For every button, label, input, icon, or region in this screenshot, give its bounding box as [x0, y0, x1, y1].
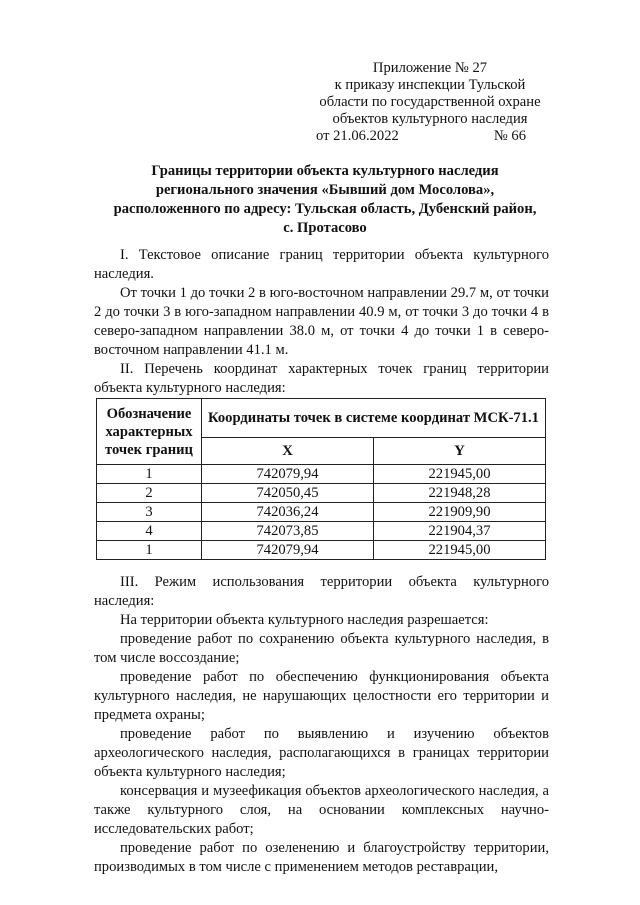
table-row: [97, 541, 546, 560]
title-line: Границы территории объекта культурного наследия: [151, 163, 499, 179]
point-cell: 2: [97, 484, 202, 503]
table-row: [97, 503, 546, 522]
section-3: [94, 573, 549, 877]
coordinates-table: [96, 398, 546, 560]
list-item: проведение работ по обеспечению функционирования объекта культурного наследия, не нарушающих целостности его территории и предмета охраны;: [94, 669, 549, 723]
x-cell: 742050,45: [202, 484, 374, 503]
point-cell: 1: [97, 541, 202, 560]
list-item: проведение работ по выявлению и изучению объектов археологического наследия, располагающихся в границах территории объекта культурного наследия;: [94, 726, 549, 780]
y-cell: 221948,28: [374, 484, 546, 503]
title-line: регионального значения «Бывший дом Мосолова»,: [155, 182, 495, 198]
order-number: № 66: [493, 128, 526, 144]
appendix-line: Приложение № 27: [372, 60, 488, 76]
document-title: [100, 162, 550, 238]
document-body: [94, 246, 549, 877]
y-column-header: Y: [374, 438, 546, 465]
allowed-intro: На территории объекта культурного наследия разрешается:: [120, 612, 489, 628]
title-line: расположенного по адресу: Тульская область, Дубенский район,: [113, 201, 537, 217]
y-cell: 221945,00: [374, 465, 546, 484]
point-column-header: Обозначение характерных точек границ: [97, 399, 202, 465]
order-date: от 21.06.2022: [316, 128, 399, 144]
x-cell: 742079,94: [202, 541, 374, 560]
title-line: с. Протасово: [283, 220, 367, 236]
x-column-header: X: [202, 438, 374, 465]
section-1-text: От точки 1 до точки 2 в юго-восточном направлении 29.7 м, от точки 2 до точки 3 в юго-западном направлении 40.9 м, от точки 3 до точки 4 в северо-западном направлении 38.0 м, от точки 4 до точки 1 в северо-восточном направлении 41.1 м.: [94, 285, 549, 358]
appendix-line: к приказу инспекции Тульской: [334, 77, 526, 93]
section-3-heading: III. Режим использования территории объекта культурного наследия:: [94, 574, 549, 609]
point-cell: 1: [97, 465, 202, 484]
table-row: [97, 465, 546, 484]
section-2-heading: II. Перечень координат характерных точек границ территории объекта культурного наследия:: [94, 361, 549, 396]
appendix-line: области по государственной охране: [319, 94, 541, 110]
point-cell: 4: [97, 522, 202, 541]
x-cell: 742073,85: [202, 522, 374, 541]
list-item: проведение работ по озеленению и благоустройству территории, производимых в том числе с применением методов реставрации,: [94, 840, 549, 875]
y-cell: 221909,90: [374, 503, 546, 522]
appendix-block: [300, 60, 560, 128]
list-item: консервация и музеефикация объектов археологического наследия, а также культурного слоя, на основании комплексных научно-исследовательских работ;: [94, 783, 549, 837]
table-row: [97, 522, 546, 541]
x-cell: 742036,24: [202, 503, 374, 522]
point-cell: 3: [97, 503, 202, 522]
order-line: [316, 127, 526, 146]
list-item: проведение работ по сохранению объекта культурного наследия, в том числе воссоздание;: [94, 631, 549, 666]
coordinates-header: Координаты точек в системе координат МСК-71.1: [202, 399, 546, 438]
x-cell: 742079,94: [202, 465, 374, 484]
section-1-heading: I. Текстовое описание границ территории объекта культурного наследия.: [94, 247, 549, 282]
y-cell: 221945,00: [374, 541, 546, 560]
y-cell: 221904,37: [374, 522, 546, 541]
appendix-line: объектов культурного наследия: [332, 111, 528, 127]
table-row: [97, 484, 546, 503]
